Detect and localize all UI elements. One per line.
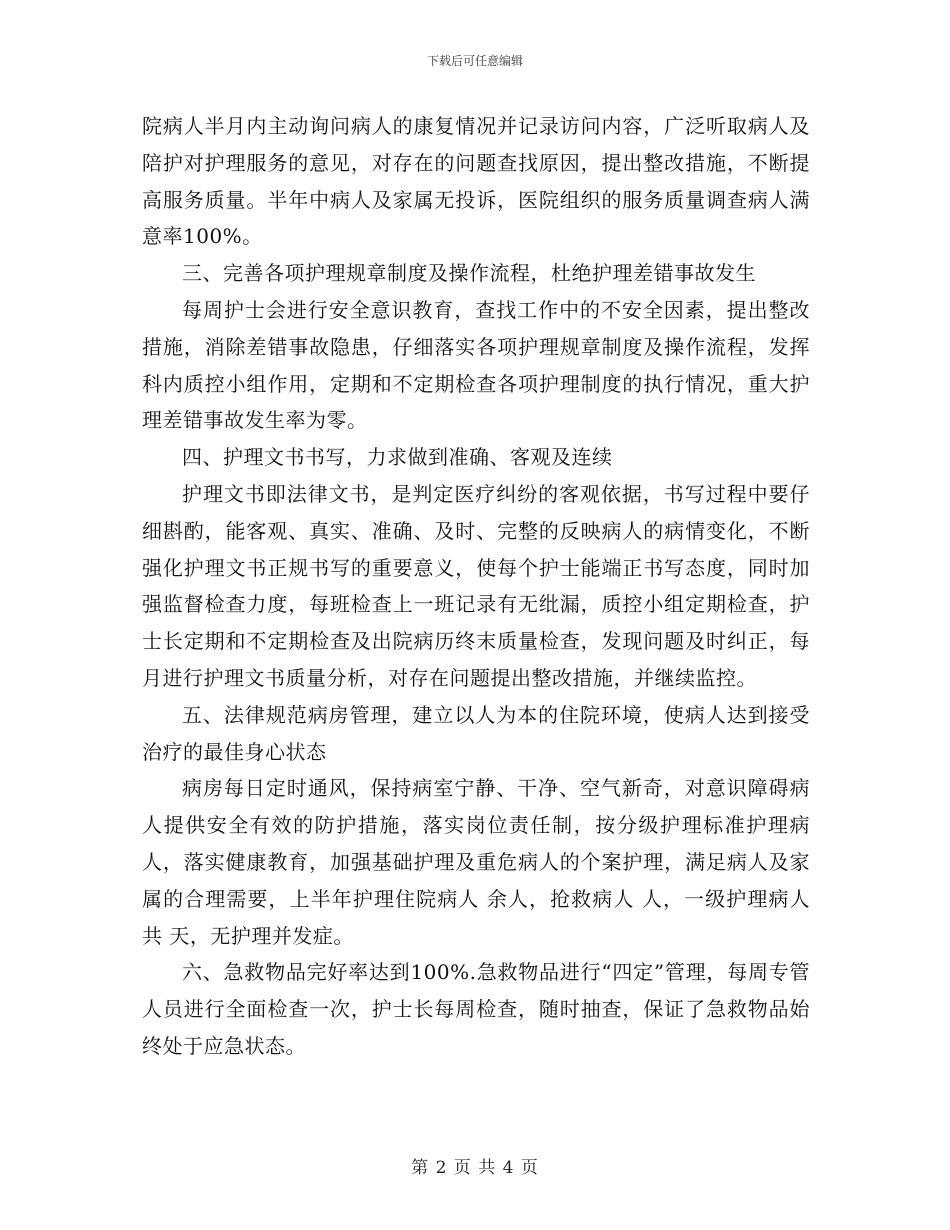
paragraph-records: 护理文书即法律文书，是判定医疗纠纷的客观依据，书写过程中要仔细斟酌，能客观、真实、准确、及时、完整的反映病人的病情变化，不断强化护理文书正规书写的重要意义，使每个护士能端正书写态度，同时加强监督检查力度，每班检查上一班记录有无纰漏，质控小组定期检查，护士长定期和不定期检查及出院病历终末质量检查，发现问题及时纠正，每月进行护理文书质量分析，对存在问题提出整改措施，并继续监控。 <box>142 481 810 690</box>
section-heading-4: 四、护理文书书写，力求做到准确、客观及连续 <box>182 445 613 470</box>
paragraph-safety: 每周护士会进行安全意识教育，查找工作中的不安全因素，提出整改措施，消除差错事故隐患，仔细落实各项护理规章制度及操作流程，发挥科内质控小组作用，定期和不定期检查各项护理制度的执行情况，重大护理差错事故发生率为零。 <box>142 297 810 433</box>
page-header-note: 下载后可任意编辑 <box>426 54 523 68</box>
document-body <box>142 108 810 1065</box>
paragraph-continuation: 院病人半月内主动询问病人的康复情况并记录访问内容，广泛听取病人及陪护对护理服务的意见，对存在的问题查找原因，提出整改措施，不断提高服务质量。半年中病人及家属无投诉，医院组织的服务质量调查病人满意率100%。 <box>142 114 810 249</box>
section-heading-6: 六、急救物品完好率达到100%.急救物品进行“四定”管理，每周专管人员进行全面检查一次，护士长每周检查，随时抽查，保证了急救物品始终处于应急状态。 <box>142 960 810 1058</box>
paragraph-ward: 病房每日定时通风，保持病室宁静、干净、空气新奇，对意识障碍病人提供安全有效的防护措施，落实岗位责任制，按分级护理标准护理病人，落实健康教育，加强基础护理及重危病人的个案护理，满足病人及家属的合理需要，上半年护理住院病人 余人，抢救病人 人，一级护理病人共 天，无护理并发症。 <box>142 776 810 948</box>
section-heading-5: 五、法律规范病房管理，建立以人为本的住院环境，使病人达到接受治疗的最佳身心状态 <box>142 702 810 764</box>
page-number: 第 2 页 共 4 页 <box>411 1158 539 1178</box>
section-heading-3: 三、完善各项护理规章制度及操作流程，杜绝护理差错事故发生 <box>182 261 756 286</box>
